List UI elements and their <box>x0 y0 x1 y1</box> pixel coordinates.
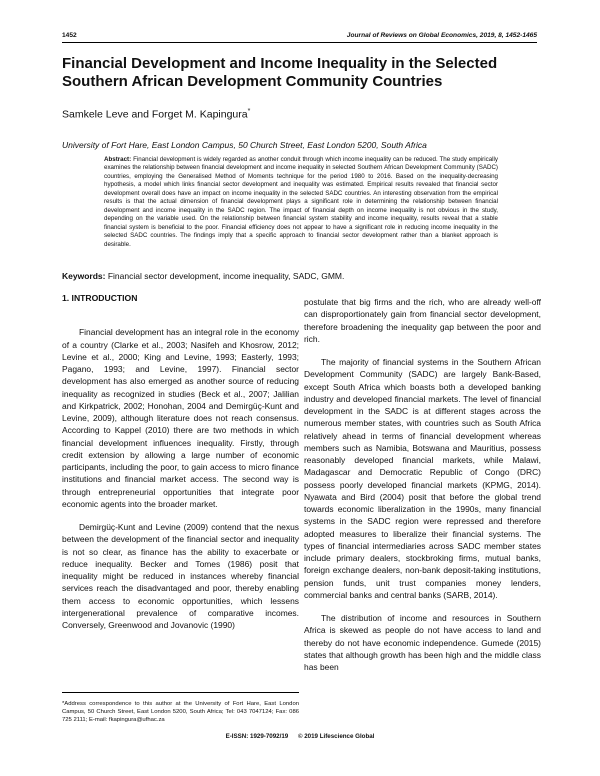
body-paragraph: Financial development has an integral role in the economy of a country (Clarke et al., 2003; Nasifeh and Khosrow, 2012; Levine et al., 2000; King and Levine, 1993; Easterly, 1993; Pagano, 1993; and Levine, 1997). Financial sector development has also emerged as another source of reducing inequality as recognized in studies (Beck et al., 2007; Jalilian and Kirkpatrick, 2002; Honohan, 2004 and Demirgüç-Kunt and Levine, 2009), although literature does not reach consensus. According to Kappel (2010) there are two methods in which financial development influences inequality. Firstly, through credit extension by allowing a large number of economic participants, including the poor, to gain access to micro finance institutions and financial market access. The second way is through entrepreneurial opportunities that integrate poor economic agents into the broader market. <box>62 327 299 509</box>
right-column <box>304 296 541 684</box>
copyright: © 2019 Lifescience Global <box>297 733 375 740</box>
body-paragraph: The distribution of income and resources in Southern Africa is skewed as people do not have access to land and thereby do not have economic independence. Gumede (2015) states that although growth has been high and the middle class has been <box>304 613 541 672</box>
corresponding-author-marker: * <box>247 108 251 115</box>
running-header <box>62 30 537 43</box>
section-heading: 1. INTRODUCTION <box>62 293 138 303</box>
left-column <box>62 292 299 642</box>
journal-citation: Journal of Reviews on Global Economics, 2019, 8, 1452-1465 <box>346 32 537 39</box>
paper-title: Financial Development and Income Inequality in the Selected Southern African Development Community Countries <box>62 55 498 90</box>
keywords-label: Keywords: <box>62 271 106 281</box>
page-footer <box>0 733 600 740</box>
page-number: 1452 <box>62 32 77 39</box>
abstract-label: Abstract: <box>104 156 132 163</box>
correspondence-footnote: *Address correspondence to this author at the University of Fort Hare, East London Campus, 50 Church Street, East London 5200, South Africa; Tel: 043 7047124; Fax: 086 725 2111; E-mail: fkapingura@ufhac.za <box>62 692 299 725</box>
body-paragraph: The majority of financial systems in the Southern African Development Community (SADC) are largely Bank-Based, except South Africa which boasts both a developed banking industry and developed financial markets. The level of financial development in the SADC is at different stages across the numerous member states, with countries such as South Africa relatively ahead in terms of financial development whereas members such as Namibia, Botswana and Mauritius, possess reasonably developed financial markets, while Malawi, Madagascar and Democratic Republic of Congo (DRC) possess poorly developed financial markets (KPMG, 2014). Nyawata and Bird (2004) posit that before the global trend towards economic liberalization in the 1990s, many financial systems in the SADC region were repressed and therefore adopted measures to liberalize their financial systems. The types of financial intermediaries across SADC member states include primary dealers, stockbroking firms, mutual banks, foreign exchange dealers, non-bank deposit-taking institutions, pension funds, unit trust companies money lenders, commercial banks and central banks (SARB, 2014). <box>304 357 541 600</box>
author-names: Samkele Leve and Forget M. Kapingura <box>62 108 248 121</box>
keywords <box>62 271 344 281</box>
body-paragraph: Demirgüç-Kunt and Levine (2009) contend that the nexus between the development of the financial sector and inequality is not so clear, as finance has the ability to exacerbate or reduce inequality. Becker and Tomes (1986) posit that inequality might be reduced in instances whereby financial services reach the disadvantaged and poor, thereby enabling them access to economic opportunities, which lessens intergenerational prevalence of comparative incomes. Conversely, Greenwood and Jovanovic (1990) <box>62 522 299 630</box>
author-line <box>62 108 250 121</box>
eissn: E-ISSN: 1929-7092/19 <box>225 733 289 740</box>
affiliation: University of Fort Hare, East London Campus, 50 Church Street, East London 5200, South Africa <box>62 140 427 150</box>
keywords-text: Financial sector development, income inequality, SADC, GMM. <box>107 271 345 281</box>
abstract <box>104 156 498 249</box>
body-paragraph: postulate that big firms and the rich, who are already well-off can disproportionately gain from financial sector development, therefore broadening the inequality gap between the poor and rich. <box>304 297 541 344</box>
abstract-text: Financial development is widely regarded as another conduit through which income inequality can be reduced. The study empirically examines the relationship between financial development and income inequality in selected Southern African Development Community (SADC) countries, employing the Generalised Method of Moments technique for the period 1980 to 2016. Based on the inequality-decreasing hypothesis, a model which links financial sector development and inequality was estimated. Empirical results revealed that financial sector development overall does have an impact on income inequality in the selected SADC countries. An interesting observation from the empirical results is that the actual dimension of financial development plays a significant role in determining the relationship between financial development and income inequality in the SADC region. The impact of financial depth on income inequality is not obvious in the study, depending on the variable used. On the relationship between financial system stability and income inequality, results reveal that a stable financial system is beneficial to the poor. Financial efficiency does not appear to have a significant role in reducing income inequality in the selected SADC countries. The findings imply that a specific approach to financial sector development rather than a blanket approach is desirable. <box>104 156 498 248</box>
